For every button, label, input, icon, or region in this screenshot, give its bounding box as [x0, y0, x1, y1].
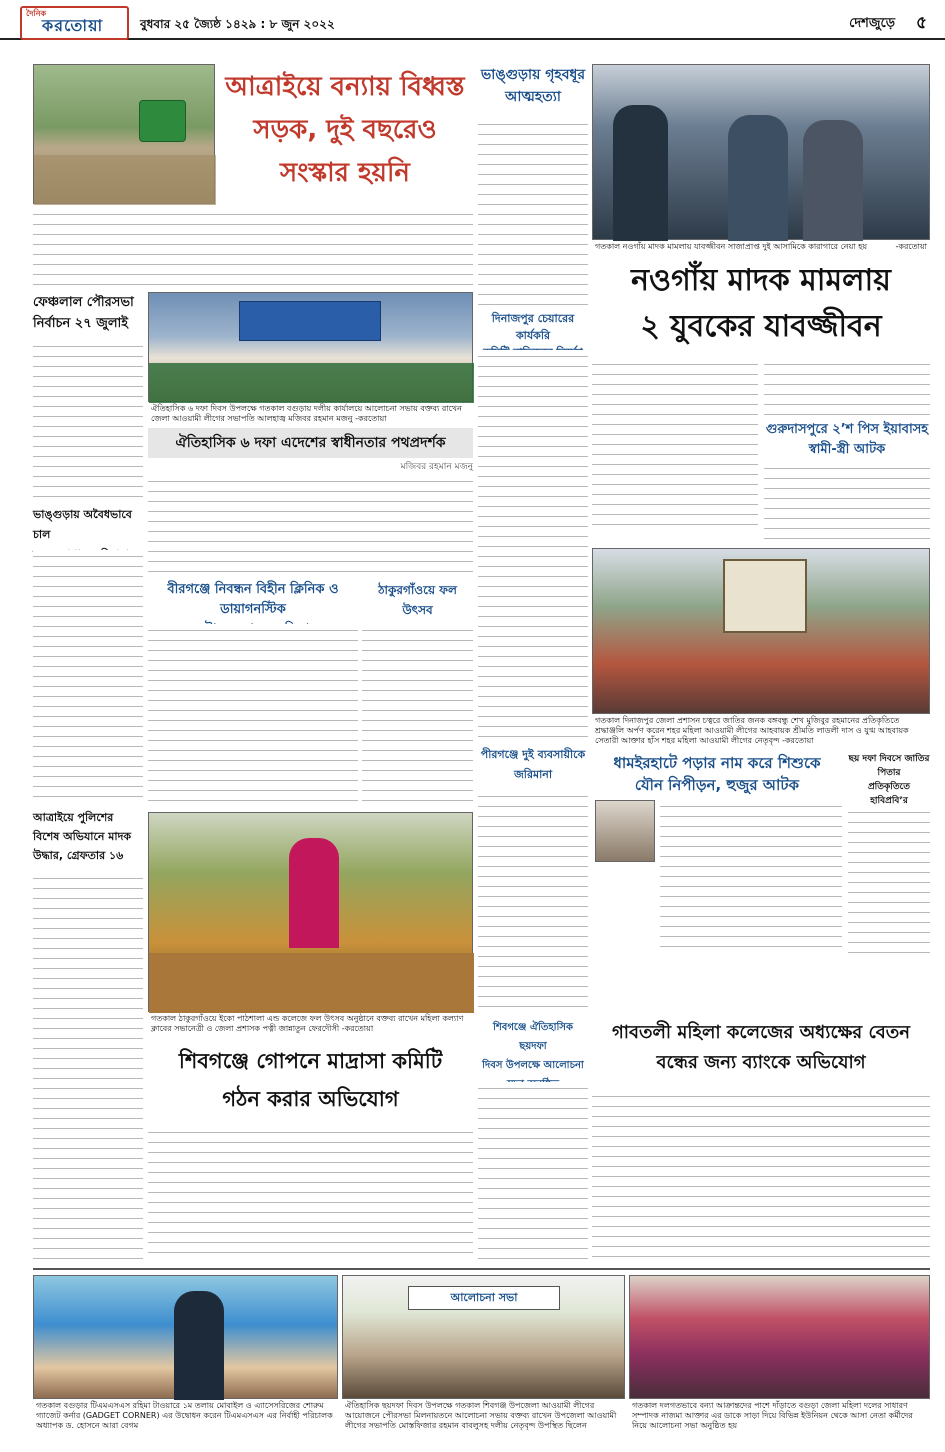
- habiprobi-headline-l1: ছয় দফা দিবসে জাতির পিতার: [848, 754, 930, 778]
- biranganj-clinic-body: [148, 624, 358, 809]
- thakurgaon-fruit-headline-l1: ঠাকুরগাঁওয়ে ফল: [378, 583, 457, 597]
- thakurgaon-fruit-body: [362, 624, 473, 809]
- gurudaspur-body: [764, 462, 930, 544]
- masthead: [0, 0, 945, 40]
- six-point-caption-credit: -করতোয়া: [355, 414, 387, 423]
- shibganj-chhoy-dofa-headline-l2: দিবস উপলক্ষে আলোচনা: [482, 1060, 584, 1071]
- fruit-fest-photo: [148, 812, 473, 1012]
- habiprobi-headline: [848, 752, 930, 806]
- shibganj-chhoy-dofa-body: [478, 1082, 588, 1262]
- shibganj-chhoy-dofa-headline-l1: শিবগঞ্জে ঐতিহাসিক ছয়দফা: [493, 1022, 573, 1052]
- fruit-fest-caption-credit: -করতোয়া: [341, 1024, 374, 1033]
- dhamoirhat-body: [660, 800, 842, 950]
- dateline: বুধবার ২৫ জ্যৈষ্ঠ ১৪২৯ : ৮ জুন ২০২২: [140, 17, 335, 31]
- ferry-election-body: [33, 340, 143, 500]
- logo-name: করতোয়া: [42, 16, 104, 35]
- naogaon-caption-text: গতকাল নওগাঁয় মাদক মামলায় যাবজ্জীবন সাজাপ্রাপ্ত দুই আসামিকে কারাগারে নেয়া হয়: [595, 242, 868, 251]
- thakurgaon-fruit-headline-l2: উৎসব: [402, 603, 433, 617]
- gurudaspur-headline-l2: স্বামী-স্ত্রী আটক: [808, 442, 886, 457]
- womens-meeting-caption: গতকাল দলগতভাবে বন্যা আক্রান্তদের পাশে দাঁড়াতে বগুড়া জেলা মহিলা দলের সাধারণ সম্পাদক নাজমা আক্তার এর ডাকে সাড়া দিয়ে বিভিন্ন ইউনিয়ন থেকে আসা নেতা কর্মীদের নিয়ে আলোচনা সভা অনুষ্ঠিত হয়: [632, 1401, 913, 1430]
- pirganj-headline: [478, 745, 588, 787]
- meeting-table-shape: [149, 363, 474, 403]
- section-name: দেশজুড়ে: [849, 16, 895, 31]
- accused-shape-1: [728, 115, 788, 241]
- tribute-caption-text: গতকাল দিনাজপুর জেলা প্রশাসন চত্বরে জাতির জনক বঙ্গবন্ধু শেখ মুজিবুর রহমানের প্রতিকৃতিতে শ্রদ্ধাঞ্জলি অর্পণ করেন শহর মহিলা আওয়ামী লীগের আহবায়ক শ্রীমতি লাডলী দাস ও যুগ্ম আহবায়ক সেতারী আক্তার হাঁস শহর মহিলা আওয়ামী লীগের নেতৃবৃন্দ: [595, 716, 909, 745]
- gadget-corner-caption: গতকাল বগুড়ার টিএমএসএস রহিমা টাওয়ারে ১ম তলায় মোবাইল ও এ্যাসেসরিজের শোরুম গ্যাজেট কর্নার (GADGET CORNER) এর উদ্বোধন করেন টিএমএসএস এর নির্বাহী পরিচালক অধ্যাপক ড. হোসনে আরা বেগম: [36, 1401, 333, 1430]
- page-number: ৫: [915, 13, 927, 33]
- discussion-caption: ঐতিহাসিক ছয়দফা দিবস উপলক্ষে গতকাল শিবগঞ্জ উপজেলা আওয়ামী লীগের আয়োজনে পৌরসভা মিলনায়তনে আলোচনা সভায় বক্তব্য রাখেন উপজেলা আওয়ামী লীগের সভাপতি মোস্তফিজার রহমান বাবলুসহ দলীয় নেতৃবৃন্দ উপস্থিত ছিলেন: [345, 1401, 617, 1430]
- naogaon-body-col1: [592, 358, 758, 528]
- six-point-byline: মজিবর রহমান মজনু: [400, 462, 473, 472]
- atrai-police-headline-l2: বিশেষ অভিযানে মাদক: [33, 830, 132, 843]
- gabtali-body: [592, 1090, 930, 1262]
- autorickshaw-shape: [139, 100, 186, 142]
- shibganj-madrasa-headline: [148, 1042, 473, 1122]
- officer-shape: [613, 105, 668, 241]
- pirganj-headline-l2: জরিমানা: [513, 768, 553, 781]
- tribute-caption-credit: -করতোয়া: [782, 736, 814, 745]
- atrai-police-body: [33, 872, 143, 1262]
- fruit-fest-caption-text: গতকাল ঠাকুরগাঁওয়ে ইকো পাঠশালা এন্ড কলেজে ফল উৎসব অনুষ্ঠানে বক্তব্য রাখেন মহিলা কল্যাণ ক্লাবের সভানেত্রী ও জেলা প্রশাসক পত্নী জান্নাতুন ফেরদৌসী: [151, 1014, 464, 1033]
- ferry-election-headline: [33, 292, 143, 336]
- road-photo: [33, 64, 215, 204]
- shibganj-madrasa-headline-l2: গঠন করার অভিযোগ: [222, 1087, 399, 1111]
- gurudaspur-headline: [764, 420, 930, 460]
- tribute-photo-caption: [592, 715, 930, 749]
- gabtali-headline: [592, 1018, 930, 1084]
- dinajpur-chairman-body: [478, 350, 588, 740]
- atrai-flood-headline: [220, 66, 470, 196]
- ferry-election-headline-l2: নির্বাচন ২৭ জুলাই: [33, 316, 129, 331]
- bottom-separator: [33, 1268, 930, 1270]
- dhunat-headline-l2: আত্মহত্যা: [505, 89, 561, 105]
- biranganj-clinic-headline: [148, 580, 358, 620]
- atrai-police-headline: [33, 808, 143, 868]
- dhunat-headline-l1: ভাঙ্গুড়ায় গৃহবধূর: [480, 67, 586, 83]
- habiprobi-body: [848, 806, 930, 956]
- newspaper-logo: [20, 6, 125, 36]
- six-point-body: [148, 475, 473, 575]
- gabtali-headline-l1: গাবতলী মহিলা কলেজের অধ্যক্ষের বেতন: [611, 1022, 911, 1043]
- speaker-shape: [289, 838, 339, 948]
- naogaon-photo-caption: [592, 241, 930, 253]
- accused-shape-2: [803, 120, 863, 241]
- road-shape: [34, 155, 216, 205]
- atrai-flood-headline-l2: সড়ক, দুই বছরেও: [253, 115, 437, 145]
- dhamoirhat-headline-l1: ধামইরহাটে পড়ার নাম করে শিশুকে: [613, 754, 821, 772]
- six-point-headline: ঐতিহাসিক ৬ দফা এদেশের স্বাধীনতার পথপ্রদর্শক: [148, 428, 473, 458]
- dhamoirhat-headline: [592, 752, 842, 796]
- bhangura-rice-headline: [33, 505, 143, 547]
- bhangura-rice-body: [33, 550, 143, 800]
- naogaon-caption-credit: -করতোয়া: [895, 242, 927, 251]
- fruit-table-shape: [149, 953, 474, 1013]
- dhunat-headline: [478, 64, 588, 114]
- six-point-caption-text: ঐতিহাসিক ৬ দফা দিবস উপলক্ষে গতকাল বগুড়ায় দলীয় কার্যালয়ে আলোচনা সভায় বক্তব্য রাখেন জেলা আওয়ামী লীগের সভাপতি আলহাজ্ব মজিবর রহমান মজনু: [151, 404, 462, 423]
- meeting-photo: [148, 292, 473, 402]
- naogaon-headline-l2: ২ যুবকের যাবজ্জীবন: [640, 309, 882, 344]
- police-photo: [592, 64, 930, 240]
- tribute-photo: [592, 548, 930, 714]
- atrai-police-headline-l1: আত্রাইয়ে পুলিশের: [33, 811, 114, 824]
- thakurgaon-fruit-headline: [362, 580, 473, 620]
- womens-meeting-photo: [629, 1275, 930, 1399]
- fruit-fest-photo-caption: [148, 1013, 473, 1037]
- naogaon-body-col2: [764, 358, 930, 418]
- pirganj-body: [478, 790, 588, 1012]
- gabtali-headline-l2: বন্ধের জন্য ব্যাংকে অভিযোগ: [656, 1052, 866, 1073]
- naogaon-headline-l1: নওগাঁয় মাদক মামলায়: [631, 263, 891, 298]
- atrai-flood-headline-l1: আত্রাইয়ে বন্যায় বিধ্বস্ত: [225, 72, 465, 102]
- pirganj-headline-l1: পীরগঞ্জে দুই ব্যবসায়ীকে: [480, 748, 586, 761]
- gadget-corner-photo: [33, 1275, 338, 1399]
- dinajpur-chairman-headline-l1: দিনাজপুর চেয়ারের কার্যকরি: [491, 312, 575, 342]
- discussion-banner: আলোচনা সভা: [408, 1286, 560, 1310]
- discussion-photo: [342, 1275, 625, 1399]
- shibganj-madrasa-body: [148, 1126, 473, 1262]
- accused-portrait: [595, 800, 655, 862]
- logo-prefix: দৈনিক: [26, 9, 47, 18]
- shibganj-chhoy-dofa-headline: [478, 1018, 588, 1078]
- naogaon-headline: [592, 258, 930, 354]
- shibganj-madrasa-headline-l1: শিবগঞ্জে গোপনে মাদ্রাসা কমিটি: [178, 1049, 443, 1073]
- dinajpur-chairman-headline: [478, 310, 588, 346]
- bhangura-rice-headline-l1: ভাঙ্গুড়ায় অবৈধভাবে চাল: [33, 508, 132, 541]
- atrai-police-headline-l3: উদ্ধার, গ্রেফতার ১৬: [33, 849, 124, 862]
- dhamoirhat-headline-l2: যৌন নিপীড়ন, হুজুর আটক: [634, 776, 800, 794]
- atrai-flood-body: [33, 208, 473, 288]
- dhunat-body: [478, 118, 588, 306]
- person-shape: [174, 1291, 224, 1400]
- atrai-flood-headline-l3: সংস্কার হয়নি: [280, 158, 410, 188]
- habiprobi-headline-l2: প্রতিকৃতিতে হাবিপ্রবি’র: [867, 782, 911, 806]
- portrait-shape: [723, 559, 807, 633]
- ferry-election-headline-l1: ফেঞ্চলাল পৌরসভা: [33, 295, 134, 310]
- meeting-banner-shape: [239, 301, 381, 341]
- six-point-photo-caption: [148, 403, 473, 425]
- gurudaspur-headline-l1: গুরুদাসপুরে ২’শ পিস ইয়াবাসহ: [765, 422, 929, 437]
- biranganj-clinic-headline-l1: বীরগঞ্জে নিবন্ধন বিহীন ক্লিনিক ও ডায়াগনস্টিক: [167, 582, 339, 617]
